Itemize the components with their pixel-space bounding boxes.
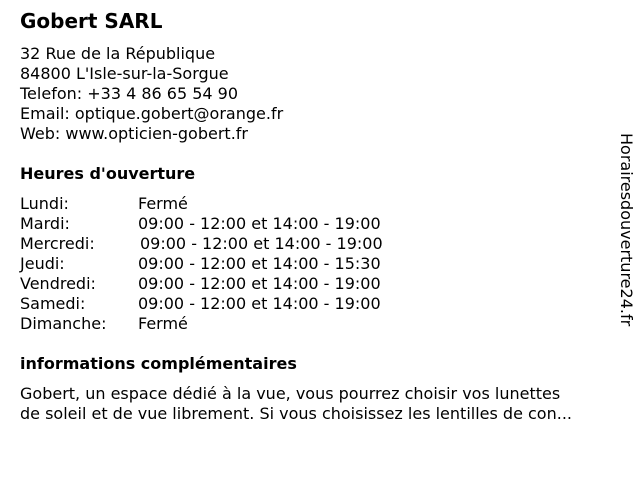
info-description [20, 384, 625, 424]
day-label: Samedi: [20, 294, 86, 313]
info-line: Gobert, un espace dédié à la vue, vous pourrez choisir vos lunettes [20, 384, 561, 403]
time-value: 09:00 - 12:00 et 14:00 - 19:00 [138, 294, 381, 313]
time-value: 09:00 - 12:00 et 14:00 - 19:00 [138, 274, 381, 293]
info-heading: informations complémentaires [20, 354, 297, 373]
hours-heading: Heures d'ouverture [20, 164, 196, 183]
postal-city: 84800 L'Isle-sur-la-Sorgue [20, 64, 229, 83]
time-value: 09:00 - 12:00 et 14:00 - 15:30 [138, 254, 381, 273]
time-value: Fermé [138, 194, 188, 213]
time-value: 09:00 - 12:00 et 14:00 - 19:00 [138, 214, 381, 233]
time-value: 09:00 - 12:00 et 14:00 - 19:00 [140, 234, 383, 253]
site-watermark [612, 133, 636, 373]
day-label: Vendredi: [20, 274, 96, 293]
day-label: Dimanche: [20, 314, 107, 333]
email-address: Email: optique.gobert@orange.fr [20, 104, 284, 123]
street-address: 32 Rue de la République [20, 44, 216, 63]
info-line: de soleil et de vue librement. Si vous choisissez les lentilles de con... [20, 404, 572, 423]
contact-block [20, 44, 283, 144]
day-label: Mercredi: [20, 234, 95, 253]
day-label: Lundi: [20, 194, 69, 213]
watermark-text: Horairesdouverture24.fr [617, 133, 636, 327]
day-label: Jeudi: [20, 254, 65, 273]
day-label: Mardi: [20, 214, 70, 233]
business-name: Gobert SARL [20, 9, 163, 33]
time-value: Fermé [138, 314, 188, 333]
website-address: Web: www.opticien-gobert.fr [20, 124, 248, 143]
phone-number: Telefon: +33 4 86 65 54 90 [20, 84, 239, 103]
